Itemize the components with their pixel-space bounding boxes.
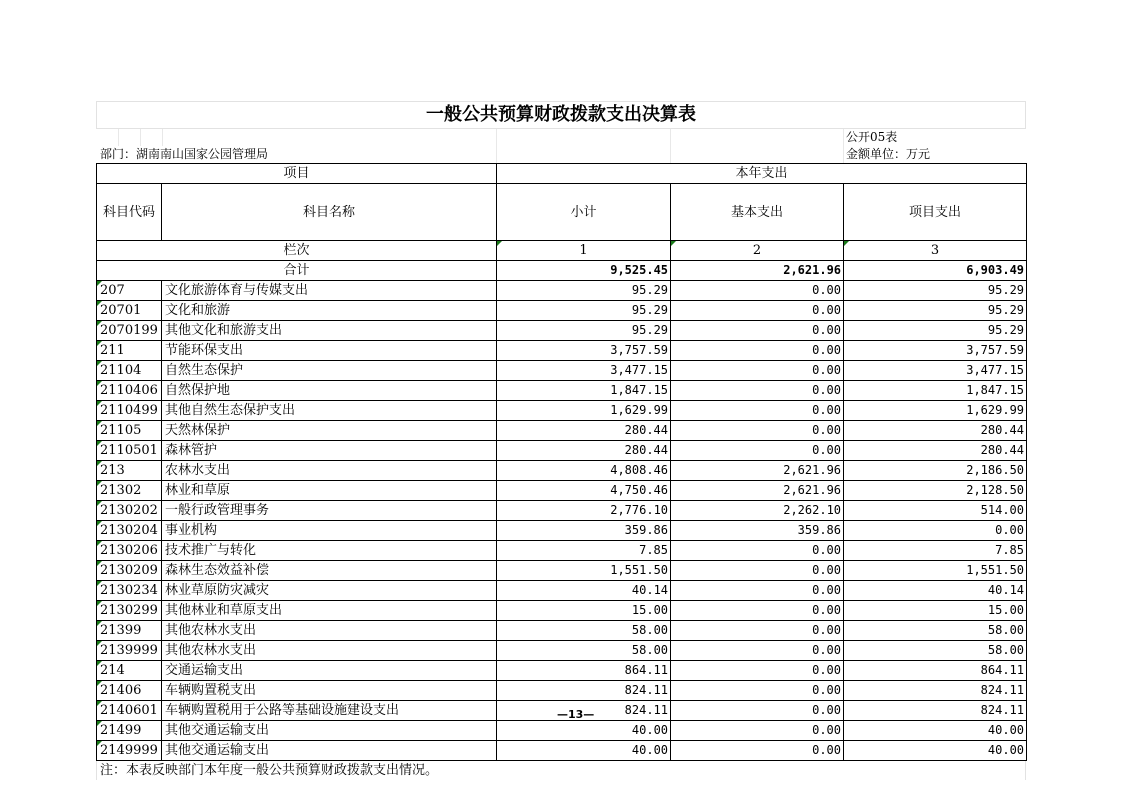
table-row [97,601,1027,621]
header-project: 项目支出 [844,184,1027,241]
row-basic: 0.00 [671,401,844,421]
row-basic: 0.00 [671,361,844,381]
row-code: 21406 [97,681,162,701]
row-subtotal: 2,776.10 [497,501,671,521]
unit-label: 金额单位：万元 [846,147,931,161]
row-subtotal: 359.86 [497,521,671,541]
row-code: 2149999 [97,741,162,761]
row-code: 207 [97,281,162,301]
table-row [97,501,1027,521]
expense-table [96,163,1027,761]
column-number-1: 1 [497,241,671,261]
table-row [97,541,1027,561]
row-code: 2130202 [97,501,162,521]
table-row [97,401,1027,421]
row-name: 农林水支出 [162,461,497,481]
table-row [97,741,1027,761]
row-basic: 0.00 [671,721,844,741]
row-name: 其他自然生态保护支出 [162,401,497,421]
row-subtotal: 58.00 [497,621,671,641]
form-number: 公开05表 [846,130,898,144]
row-basic: 0.00 [671,321,844,341]
row-code: 2130209 [97,561,162,581]
row-basic: 0.00 [671,621,844,641]
row-name: 一般行政管理事务 [162,501,497,521]
row-basic: 0.00 [671,561,844,581]
total-subtotal: 9,525.45 [497,261,671,281]
row-subtotal: 58.00 [497,641,671,661]
row-basic: 0.00 [671,701,844,721]
row-code: 20701 [97,301,162,321]
row-code: 2130204 [97,521,162,541]
page-number: —13— [557,708,595,721]
footnote: 注：本表反映部门本年度一般公共预算财政拨款支出情况。 [96,761,1026,780]
row-subtotal: 95.29 [497,301,671,321]
row-project: 3,477.15 [844,361,1027,381]
table-row [97,621,1027,641]
column-number-3: 3 [844,241,1027,261]
row-project: 95.29 [844,301,1027,321]
row-subtotal: 40.00 [497,721,671,741]
row-basic: 0.00 [671,301,844,321]
row-project: 0.00 [844,521,1027,541]
row-basic: 359.86 [671,521,844,541]
row-subtotal: 1,629.99 [497,401,671,421]
row-project: 58.00 [844,641,1027,661]
table-row [97,301,1027,321]
total-row [97,261,1027,281]
row-code: 2139999 [97,641,162,661]
row-code: 21499 [97,721,162,741]
table-row [97,641,1027,661]
row-name: 林业草原防灾减灾 [162,581,497,601]
table-row [97,321,1027,341]
row-code: 21399 [97,621,162,641]
row-basic: 2,621.96 [671,461,844,481]
header-year-expense: 本年支出 [497,164,1027,184]
header-basic: 基本支出 [671,184,844,241]
row-project: 58.00 [844,621,1027,641]
report-title: 一般公共预算财政拨款支出决算表 [96,101,1026,129]
table-row [97,661,1027,681]
row-name: 车辆购置税用于公路等基础设施建设支出 [162,701,497,721]
row-subtotal: 40.00 [497,741,671,761]
row-project: 2,186.50 [844,461,1027,481]
row-basic: 0.00 [671,541,844,561]
row-subtotal: 280.44 [497,441,671,461]
row-code: 21302 [97,481,162,501]
row-basic: 0.00 [671,341,844,361]
row-subtotal: 864.11 [497,661,671,681]
table-row [97,421,1027,441]
table-row [97,461,1027,481]
row-name: 其他农林水支出 [162,621,497,641]
header-subtotal: 小计 [497,184,671,241]
row-basic: 0.00 [671,381,844,401]
form-number-row [96,129,1026,146]
row-code: 2070199 [97,321,162,341]
row-project: 7.85 [844,541,1027,561]
row-code: 21104 [97,361,162,381]
table-row [97,721,1027,741]
row-subtotal: 4,808.46 [497,461,671,481]
row-basic: 2,621.96 [671,481,844,501]
row-code: 2110501 [97,441,162,461]
header-item: 项目 [97,164,497,184]
row-project: 1,847.15 [844,381,1027,401]
row-subtotal: 95.29 [497,281,671,301]
table-row [97,281,1027,301]
row-name: 文化和旅游 [162,301,497,321]
row-project: 95.29 [844,281,1027,301]
row-code: 2130234 [97,581,162,601]
row-basic: 0.00 [671,661,844,681]
row-basic: 0.00 [671,441,844,461]
table-row [97,521,1027,541]
table-row [97,361,1027,381]
row-project: 1,629.99 [844,401,1027,421]
table-row [97,581,1027,601]
column-number-row [97,241,1027,261]
row-name: 文化旅游体育与传媒支出 [162,281,497,301]
row-code: 213 [97,461,162,481]
row-basic: 0.00 [671,581,844,601]
row-project: 864.11 [844,661,1027,681]
row-code: 2130206 [97,541,162,561]
row-basic: 2,262.10 [671,501,844,521]
row-project: 280.44 [844,421,1027,441]
row-name: 事业机构 [162,521,497,541]
row-subtotal: 3,757.59 [497,341,671,361]
table-row [97,381,1027,401]
header-row-2 [97,184,1027,241]
row-code: 21105 [97,421,162,441]
row-name: 其他林业和草原支出 [162,601,497,621]
row-project: 514.00 [844,501,1027,521]
row-project: 3,757.59 [844,341,1027,361]
row-basic: 0.00 [671,601,844,621]
report-sheet [96,101,1026,780]
row-subtotal: 4,750.46 [497,481,671,501]
department-row [96,146,1026,163]
row-project: 1,551.50 [844,561,1027,581]
row-basic: 0.00 [671,681,844,701]
row-code: 2110499 [97,401,162,421]
table-row [97,561,1027,581]
header-name: 科目名称 [162,184,497,241]
table-row [97,441,1027,461]
row-name: 其他文化和旅游支出 [162,321,497,341]
row-name: 天然林保护 [162,421,497,441]
row-name: 车辆购置税支出 [162,681,497,701]
column-number-2: 2 [671,241,844,261]
row-subtotal: 15.00 [497,601,671,621]
header-row-1 [97,164,1027,184]
row-project: 824.11 [844,701,1027,721]
row-subtotal: 824.11 [497,681,671,701]
row-code: 214 [97,661,162,681]
row-project: 40.14 [844,581,1027,601]
row-subtotal: 1,847.15 [497,381,671,401]
row-subtotal: 95.29 [497,321,671,341]
row-project: 40.00 [844,741,1027,761]
row-basic: 0.00 [671,741,844,761]
row-name: 技术推广与转化 [162,541,497,561]
row-name: 自然生态保护 [162,361,497,381]
row-project: 824.11 [844,681,1027,701]
total-basic: 2,621.96 [671,261,844,281]
row-subtotal: 280.44 [497,421,671,441]
total-project: 6,903.49 [844,261,1027,281]
table-row [97,481,1027,501]
row-basic: 0.00 [671,281,844,301]
row-subtotal: 7.85 [497,541,671,561]
row-project: 95.29 [844,321,1027,341]
row-name: 森林管护 [162,441,497,461]
row-code: 211 [97,341,162,361]
header-code: 科目代码 [97,184,162,241]
row-name: 林业和草原 [162,481,497,501]
row-project: 2,128.50 [844,481,1027,501]
row-name: 其他农林水支出 [162,641,497,661]
row-project: 40.00 [844,721,1027,741]
row-basic: 0.00 [671,641,844,661]
table-row [97,681,1027,701]
row-basic: 0.00 [671,421,844,441]
row-code: 2130299 [97,601,162,621]
row-project: 280.44 [844,441,1027,461]
row-subtotal: 824.11 [497,701,671,721]
row-subtotal: 40.14 [497,581,671,601]
table-row [97,341,1027,361]
row-subtotal: 1,551.50 [497,561,671,581]
total-label: 合计 [97,261,497,281]
row-code: 2140601 [97,701,162,721]
row-name: 森林生态效益补偿 [162,561,497,581]
row-name: 节能环保支出 [162,341,497,361]
row-name: 交通运输支出 [162,661,497,681]
column-row-label: 栏次 [97,241,497,261]
row-name: 自然保护地 [162,381,497,401]
row-code: 2110406 [97,381,162,401]
row-name: 其他交通运输支出 [162,741,497,761]
row-project: 15.00 [844,601,1027,621]
row-subtotal: 3,477.15 [497,361,671,381]
department-label: 部门：湖南南山国家公园管理局 [100,147,269,161]
row-name: 其他交通运输支出 [162,721,497,741]
